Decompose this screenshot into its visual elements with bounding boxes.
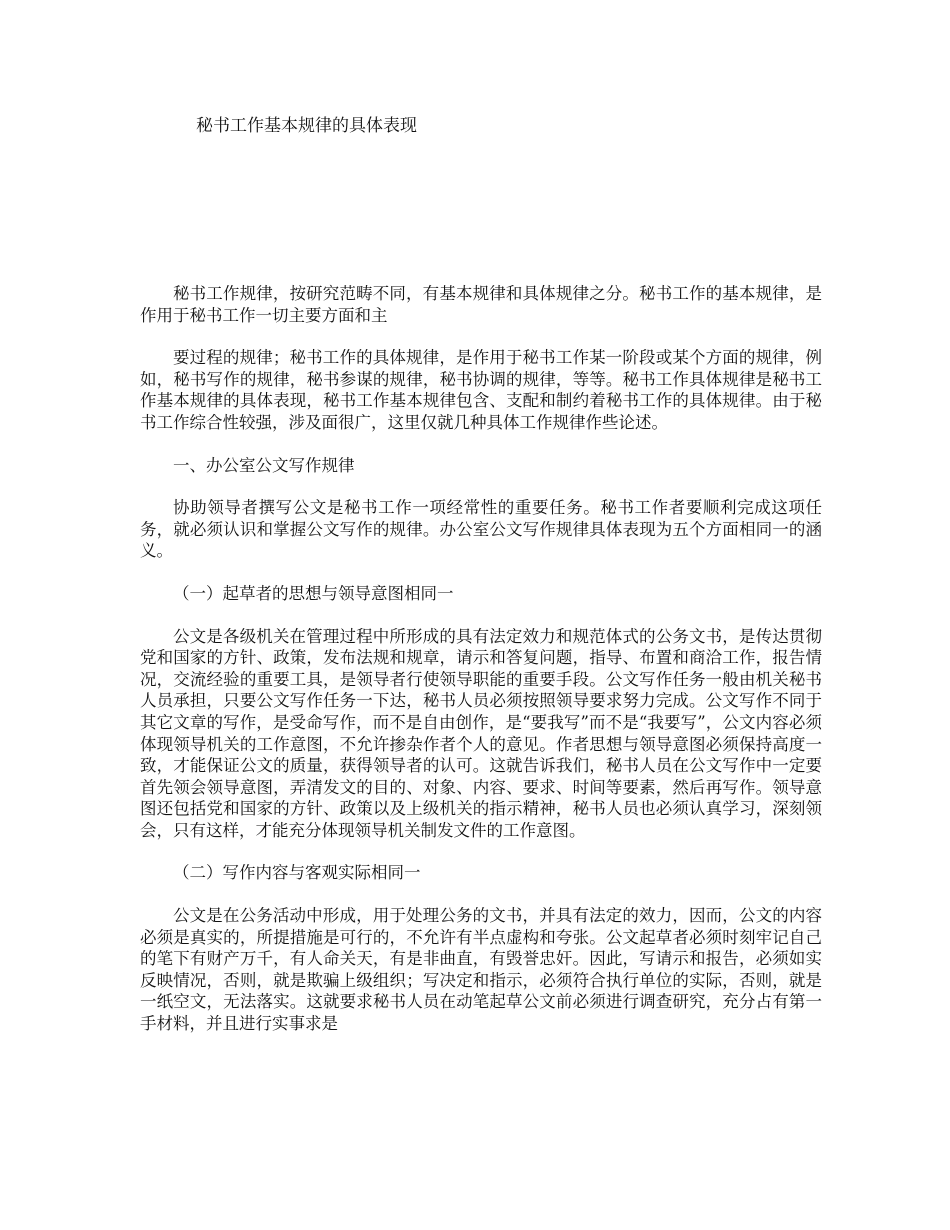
- paragraph: 要过程的规律；秘书工作的具体规律，是作用于秘书工作某一阶段或某个方面的规律，例如，秘书写作的规律，秘书参谋的规律，秘书协调的规律，等等。秘书工作具体规律是秘书工作基本规律的具体表现，秘书工作基本规律包含、支配和制约着秘书工作的具体规律。由于秘书工作综合性较强，涉及面很广，这里仅就几种具体工作规律作些论述。: [140, 348, 822, 432]
- paragraph: 公文是在公务活动中形成，用于处理公务的文书，并具有法定的效力，因而，公文的内容必须是真实的，所提措施是可行的，不允许有半点虚构和夸张。公文起草者必须时刻牢记自己的笔下有财产万千，有人命关天，有是非曲直，有毁誉忠奸。因此，写请示和报告，必须如实反映情况，否则，就是欺骗上级组织；写决定和指示，必须符合执行单位的实际，否则，就是一纸空文，无法落实。这就要求秘书人员在动笔起草公文前必须进行调查研究，充分占有第一手材料，并且进行实事求是: [140, 906, 822, 1034]
- paragraph: 公文是各级机关在管理过程中所形成的具有法定效力和规范体式的公务文书，是传达贯彻党和国家的方针、政策，发布法规和规章，请示和答复问题，指导、布置和商洽工作，报告情况，交流经验的重要工具，是领导者行使领导职能的重要手段。公文写作任务一般由机关秘书人员承担，只要公文写作任务一下达，秘书人员必须按照领导要求努力完成。公文写作不同于其它文章的写作，是受命写作，而不是自由创作，是“要我写”而不是“我要写”，公文内容必须体现领导机关的工作意图，不允许掺杂作者个人的意见。作者思想与领导意图必须保持高度一致，才能保证公文的质量，获得领导者的认可。这就告诉我们，秘书人员在公文写作中一定要首先领会领导意图，弄清发文的目的、对象、内容、要求、时间等要素，然后再写作。领导意图还包括党和国家的方针、政策以及上级机关的指示精神，秘书人员也必须认真学习，深刻领会，只有这样，才能充分体现领导机关制发文件的工作意图。: [140, 626, 822, 840]
- subsection-heading: （二）写作内容与客观实际相同一: [173, 863, 421, 883]
- document-title: 秘书工作基本规律的具体表现: [196, 116, 417, 136]
- subsection-heading: （一）起草者的思想与领导意图相同一: [173, 583, 454, 603]
- paragraph: 秘书工作规律，按研究范畴不同，有基本规律和具体规律之分。秘书工作的基本规律，是作用于秘书工作一切主要方面和主: [140, 284, 822, 325]
- section-heading: 一、办公室公文写作规律: [173, 455, 355, 475]
- paragraph: 协助领导者撰写公文是秘书工作一项经常性的重要任务。秘书工作者要顺利完成这项任务，就必须认识和掌握公文写作的规律。办公室公文写作规律具体表现为五个方面相同一的涵义。: [140, 498, 822, 561]
- document-body: [140, 283, 822, 1056]
